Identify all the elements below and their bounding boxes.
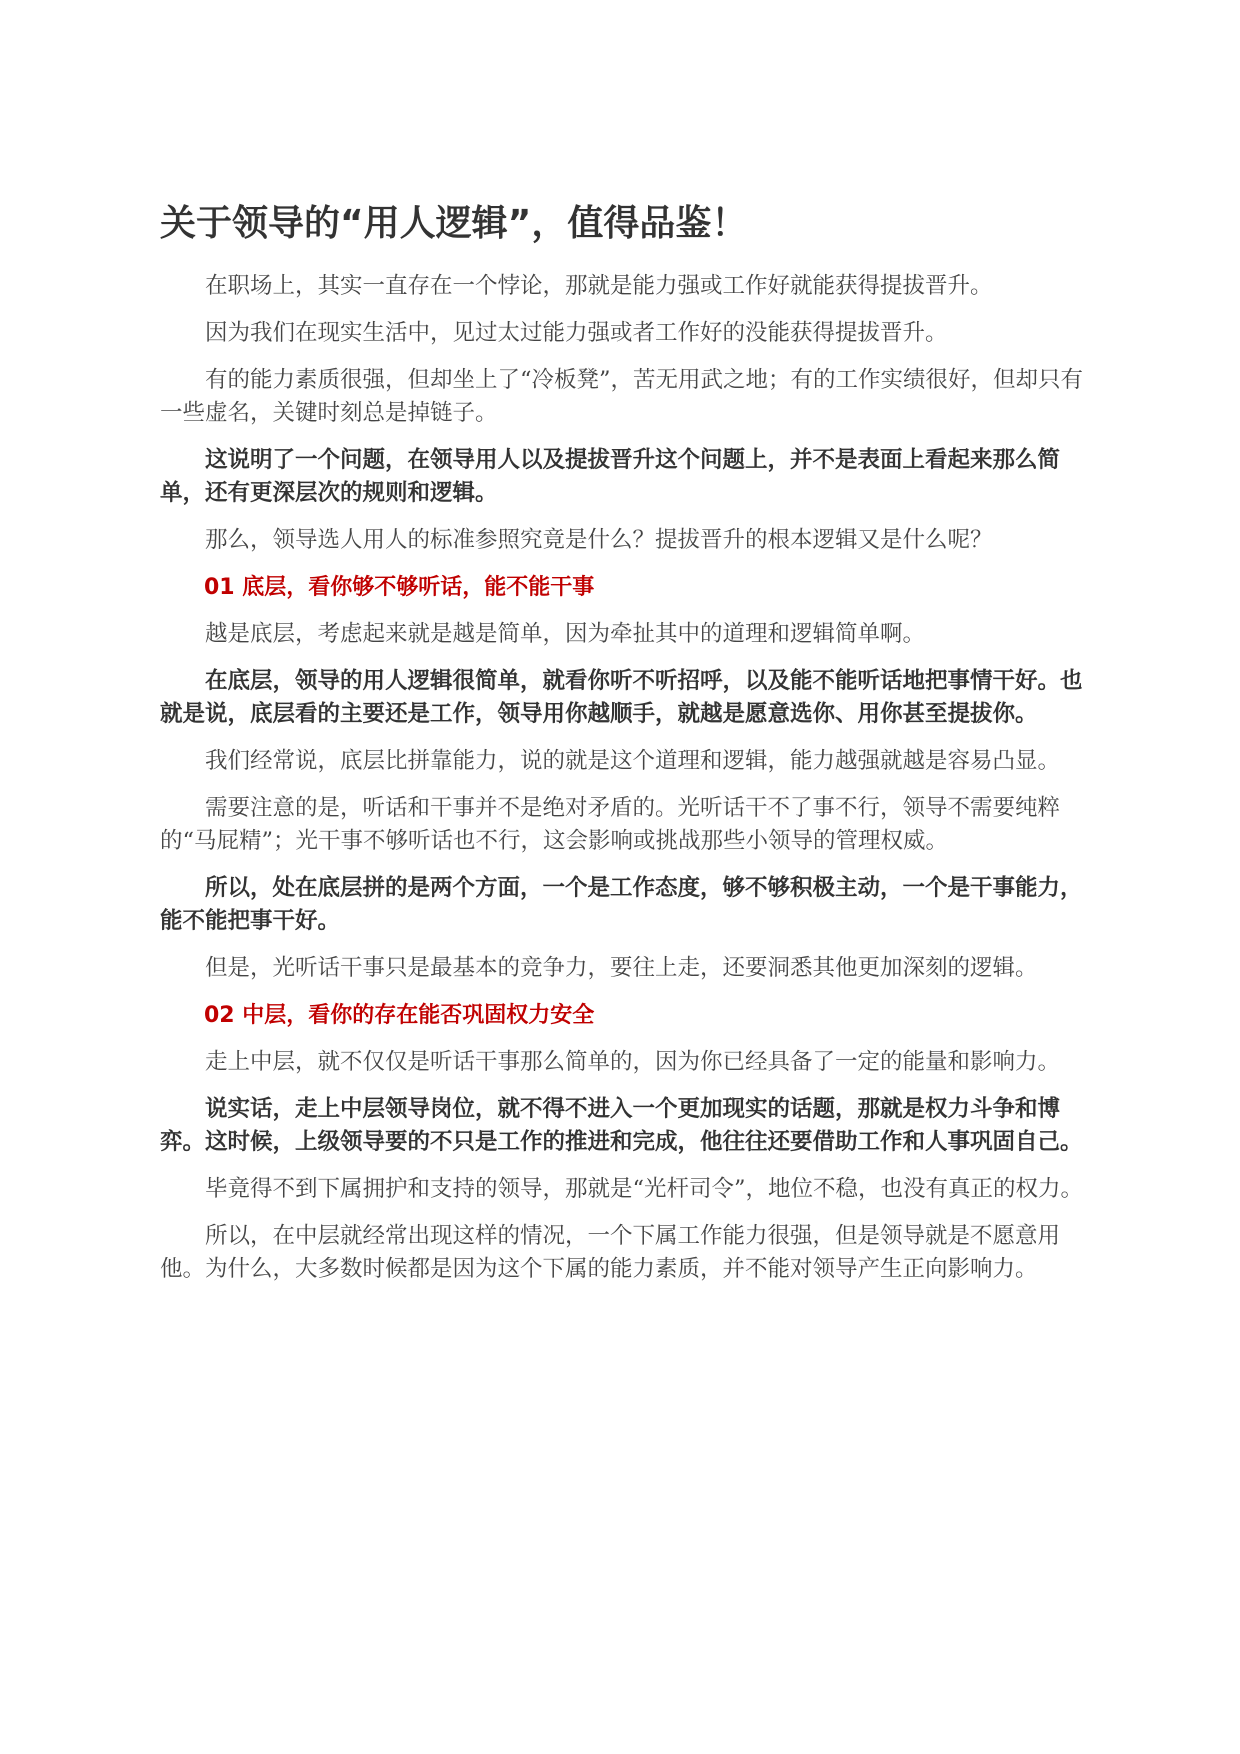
paragraph: 在职场上，其实一直存在一个悖论，那就是能力强或工作好就能获得提拔晋升。 bbox=[205, 273, 993, 299]
paragraph: 越是底层，考虑起来就是越是简单，因为牵扯其中的道理和逻辑简单啊。 bbox=[205, 621, 926, 647]
paragraph: 有的能力素质很强，但却坐上了“冷板凳”，苦无用武之地；有的工作实绩很好，但却只有一些虚名，关键时刻总是掉链子。 bbox=[160, 367, 1084, 426]
paragraph: 毕竟得不到下属拥护和支持的领导，那就是“光杆司令”，地位不稳，也没有真正的权力。 bbox=[205, 1176, 1084, 1202]
document-title: 关于领导的“用人逻辑”，值得品鉴！ bbox=[160, 203, 748, 244]
bold-paragraph: 在底层，领导的用人逻辑很简单，就看你听不听招呼，以及能不能听话地把事情干好。也就是说，底层看的主要还是工作，领导用你越顺手，就越是愿意选你、用你甚至提拔你。 bbox=[160, 668, 1083, 727]
section-heading-02: 02 中层，看你的存在能否巩固权力安全 bbox=[204, 1003, 595, 1028]
bold-paragraph: 所以，处在底层拼的是两个方面，一个是工作态度，够不够积极主动，一个是干事能力，能不能把事干好。 bbox=[160, 875, 1083, 934]
paragraph: 因为我们在现实生活中，见过太过能力强或者工作好的没能获得提拔晋升。 bbox=[205, 320, 948, 346]
paragraph: 我们经常说，底层比拼靠能力，说的就是这个道理和逻辑，能力越强就越是容易凸显。 bbox=[205, 748, 1061, 774]
document-page bbox=[160, 200, 1090, 1300]
bold-paragraph: 这说明了一个问题，在领导用人以及提拔晋升这个问题上，并不是表面上看起来那么简单，还有更深层次的规则和逻辑。 bbox=[160, 447, 1061, 506]
paragraph: 但是，光听话干事只是最基本的竞争力，要往上走，还要洞悉其他更加深刻的逻辑。 bbox=[205, 955, 1038, 981]
paragraph: 所以，在中层就经常出现这样的情况，一个下属工作能力很强，但是领导就是不愿意用他。为什么，大多数时候都是因为这个下属的能力素质，并不能对领导产生正向影响力。 bbox=[160, 1223, 1061, 1282]
paragraph: 走上中层，就不仅仅是听话干事那么简单的，因为你已经具备了一定的能量和影响力。 bbox=[205, 1049, 1061, 1075]
paragraph: 那么，领导选人用人的标准参照究竟是什么？提拔晋升的根本逻辑又是什么呢？ bbox=[205, 527, 993, 553]
bold-paragraph: 说实话，走上中层领导岗位，就不得不进入一个更加现实的话题，那就是权力斗争和博弈。这时候，上级领导要的不只是工作的推进和完成，他往往还要借助工作和人事巩固自己。 bbox=[160, 1096, 1083, 1155]
paragraph: 需要注意的是，听话和干事并不是绝对矛盾的。光听话干不了事不行，领导不需要纯粹的“马屁精”；光干事不够听话也不行，这会影响或挑战那些小领导的管理权威。 bbox=[160, 795, 1061, 854]
section-heading-01: 01 底层，看你够不够听话，能不能干事 bbox=[204, 575, 595, 600]
